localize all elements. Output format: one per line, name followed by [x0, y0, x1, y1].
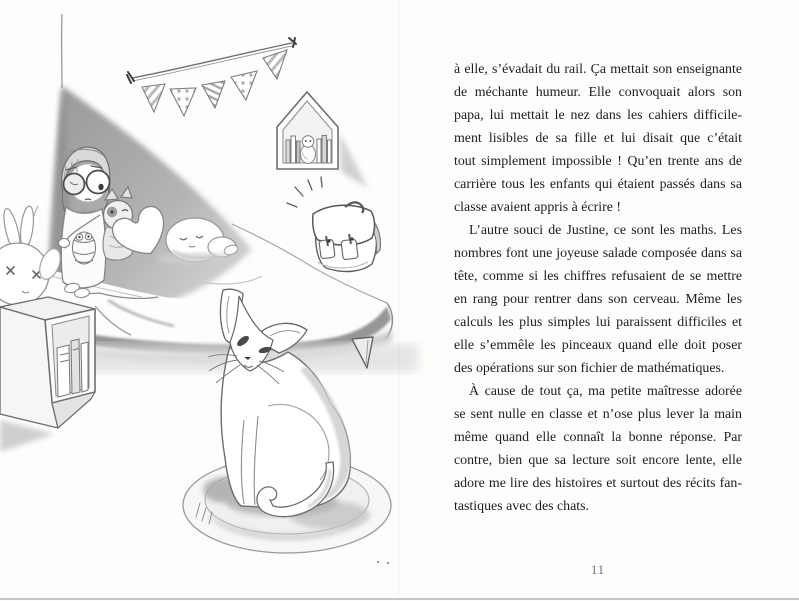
bunting-banner: [127, 38, 296, 116]
alarm-lines: [287, 177, 322, 207]
cube-bookshelf: [0, 297, 95, 452]
text-line: À cause de tout ça, ma petite maîtresse adorée: [469, 384, 742, 399]
text-line: tout simplement impossible ! Qu’en trente ans de: [454, 154, 742, 169]
window-bottom-edge: [0, 598, 799, 600]
house-shaped-shelf: [277, 92, 368, 188]
text-line: à elle, s’évadait du rail. Ça mettait son enseignante: [454, 62, 742, 77]
text-line: en rang pour rentrer dans son cerveau. Même les: [454, 292, 742, 307]
text-line: adore me lire des histoires et surtout des récits fan-: [454, 476, 742, 491]
page-gutter: [398, 0, 399, 596]
school-satchel: [313, 202, 381, 271]
text-line: papa, lui mettait le nez dans les cahiers difficile-: [454, 108, 742, 123]
text-line: se sent nulle en classe et n’ose plus lever la main: [454, 407, 742, 422]
page-number: 11: [590, 563, 606, 577]
text-line: classe avaient appris à écrire !: [454, 200, 621, 215]
text-line: L’autre souci de Justine, ce sont les maths. Les: [469, 223, 742, 238]
text-line: elle s’emmêle les pinceaux quand elle doit poser: [454, 338, 742, 353]
text-line: tastiques avec des chats.: [454, 499, 589, 514]
page-text: [454, 58, 742, 518]
text-line: ment lisibles de sa fille et lui disait que c’était: [454, 131, 742, 146]
text-line: tête, comme si les chiffres refusaient de se mettre: [454, 269, 742, 284]
text-line: calculs les plus simples lui paraissent difficiles et: [454, 315, 742, 330]
text-line: des opérations sur son fichier de mathématiques.: [454, 361, 725, 376]
floor-dots: [377, 561, 389, 564]
text-line: carrière tous les enfants qui étaient passés dans sa: [454, 177, 742, 192]
text-line: même quand elle connaît la bonne réponse. Par: [454, 430, 742, 445]
bird-figurine: [301, 136, 316, 164]
text-line: nombres font une joyeuse salade composée dans sa: [454, 246, 742, 261]
text-line: de méchante humeur. Elle convoquait alors son: [454, 85, 742, 100]
text-line: contre, bien que sa lecture soit encore lente, elle: [454, 453, 742, 468]
